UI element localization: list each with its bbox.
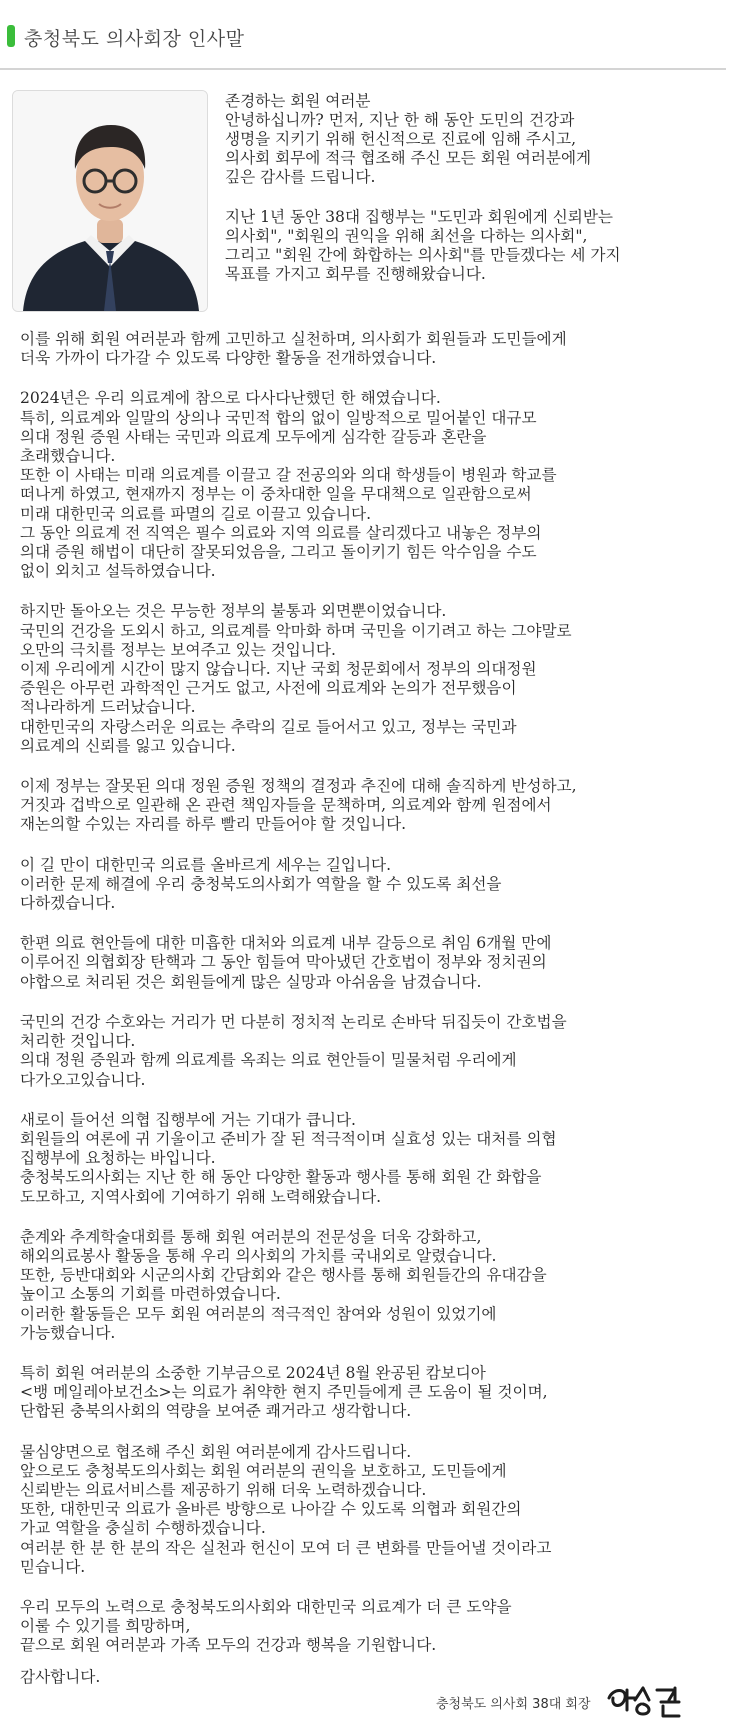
closing-remark: 감사합니다.	[20, 1668, 101, 1686]
body-paragraph: 춘계와 추계학술대회를 통해 회원 여러분의 전문성을 더욱 강화하고, 해외의료봉사 활동을 통해 우리 의사회의 가치를 국내외로 알렸습니다. 또한, 등반대회와 시군의사회 간담회와 같은 행사를 통해 회원들간의 유대감을 높이고 소통의 기회를 마련하였습니다. 이러한 활동들은 모두 회원 여러분의 적극적인 참여와 성원이 있었기에 가능했습니다.	[20, 1227, 547, 1342]
body-paragraph: 이 길 만이 대한민국 의료를 올바르게 세우는 길입니다. 이러한 문제 해결에 우리 충청북도의사회가 역할을 할 수 있도록 최선을 다하겠습니다.	[20, 855, 502, 913]
body-paragraph: 우리 모두의 노력으로 충청북도의사회와 대한민국 의료계가 더 큰 도약을 이룰 수 있기를 희망하며, 끝으로 회원 여러분과 가족 모두의 건강과 행복을 기원합니다.	[20, 1597, 512, 1655]
title-accent-bar	[7, 25, 15, 47]
body-paragraph: 하지만 돌아오는 것은 무능한 정부의 불통과 외면뿐이었습니다. 국민의 건강을 도외시 하고, 의료계를 악마화 하며 국민을 이기려고 하는 그야말로 오만의 극치를 정부는 보여주고 있는 것입니다. 이제 우리에게 시간이 많지 않습니다. 지난 국회 청문회에서 정부의 의대정원 증원은 아무런 과학적인 근거도 없고, 사전에 의료계와 논의가 전무했음이 적나라하게 드러났습니다. 대한민국의 자랑스러운 의료는 추락의 길로 들어서고 있고, 정부는 국민과 의료계의 신뢰를 잃고 있습니다.	[20, 602, 572, 755]
body-paragraph: 이제 정부는 잘못된 의대 정원 증원 정책의 결정과 추진에 대해 솔직하게 반성하고, 거짓과 겁박으로 일관해 온 관련 책임자들을 문책하며, 의료계와 함께 원점에서 재논의할 수있는 자리를 하루 빨리 만들어야 할 것입니다.	[20, 777, 577, 834]
page-header	[0, 18, 730, 54]
body-paragraph: 물심양면으로 협조해 주신 회원 여러분에게 감사드립니다. 앞으로도 충청북도의사회는 회원 여러분의 권익을 보호하고, 도민들에게 신뢰받는 의료서비스를 제공하기 위해 더욱 노력하겠습니다. 또한, 대한민국 의료가 올바른 방향으로 나아갈 수 있도록 의협과 회원간의 가교 역할을 충실히 수행하겠습니다. 여러분 한 분 한 분의 작은 실천과 헌신이 모여 더 큰 변화를 만들어낼 것이라고 믿습니다.	[20, 1442, 552, 1576]
portrait-image	[13, 91, 207, 311]
signature-block	[436, 1682, 693, 1718]
body-paragraph: 특히 회원 여러분의 소중한 기부금으로 2024년 8월 완공된 캄보디아 <뱅 메일레아보건소>는 의료가 취약한 현지 주민들에게 큰 도움이 될 것이며, 단합된 충북의사회의 역량을 보여준 쾌거라고 생각합니다.	[20, 1363, 548, 1421]
body-paragraph: 2024년은 우리 의료계에 참으로 다사다난했던 한 해였습니다. 특히, 의료계와 일말의 상의나 국민적 합의 없이 일방적으로 밀어붙인 대규모 의대 정원 증원 사태는 국민과 의료계 모두에게 심각한 갈등과 혼란을 초래했습니다. 또한 이 사태는 미래 의료계를 이끌고 갈 전공의와 의대 학생들이 병원과 학교를 떠나게 하였고, 현재까지 정부는 이 중차대한 일을 무대책으로 일관함으로써 미래 대한민국 의료를 파멸의 길로 이끌고 있습니다. 그 동안 의료계 전 직역은 필수 의료와 지역 의료를 살리겠다고 내놓은 정부의 의대 증원 해법이 대단히 잘못되었음을, 그리고 돌이키기 힘든 악수임을 수도 없이 외치고 설득하였습니다.	[20, 389, 557, 581]
intro-paragraph: 존경하는 회원 여러분 안녕하십니까? 먼저, 지난 한 해 동안 도민의 건강과 생명을 지키기 위해 헌신적으로 진료에 임해 주시고, 의사회 회무에 적극 협조해 주신 모든 회원 여러분에게 깊은 감사를 드립니다.	[225, 92, 592, 186]
header-divider	[0, 68, 726, 70]
handwritten-signature	[605, 1682, 693, 1718]
greeting-body	[20, 330, 725, 1677]
intro-paragraph: 지난 1년 동안 38대 집행부는 "도민과 회원에게 신뢰받는 의사회", "회원의 권익을 위해 최선을 다하는 의사회", 그리고 "회원 간에 화합하는 의사회"를 만들겠다는 세 가지 목표를 가지고 회무를 진행해왔습니다.	[225, 208, 621, 283]
president-portrait	[12, 90, 208, 312]
greeting-intro	[225, 92, 725, 305]
signer-title: 충청북도 의사회 38대 회장	[436, 1697, 591, 1712]
body-paragraph: 국민의 건강 수호와는 거리가 먼 다분히 정치적 논리로 손바닥 뒤집듯이 간호법을 처리한 것입니다. 의대 정원 증원과 함께 의료계를 옥죄는 의료 현안들이 밀물처럼 우리에게 다가오고있습니다.	[20, 1012, 567, 1089]
page-title: 충청북도 의사회장 인사말	[24, 28, 245, 50]
body-paragraph: 새로이 들어선 의협 집행부에 거는 기대가 큽니다. 회원들의 여론에 귀 기울이고 준비가 잘 된 적극적이며 실효성 있는 대처를 의협 집행부에 요청하는 바입니다. 충청북도의사회는 지난 한 해 동안 다양한 활동과 행사를 통해 회원 간 화합을 도모하고, 지역사회에 기여하기 위해 노력해왔습니다.	[20, 1110, 557, 1206]
body-paragraph: 한편 의료 현안들에 대한 미흡한 대처와 의료계 내부 갈등으로 취임 6개월 만에 이루어진 의협회장 탄핵과 그 동안 힘들여 막아냈던 간호법이 정부와 정치권의 야합으로 처리된 것은 회원들에게 많은 실망과 아쉬움을 남겼습니다.	[20, 934, 552, 991]
body-paragraph: 이를 위해 회원 여러분과 함께 고민하고 실천하며, 의사회가 회원들과 도민들에게 더욱 가까이 다가갈 수 있도록 다양한 활동을 전개하였습니다.	[20, 330, 567, 368]
